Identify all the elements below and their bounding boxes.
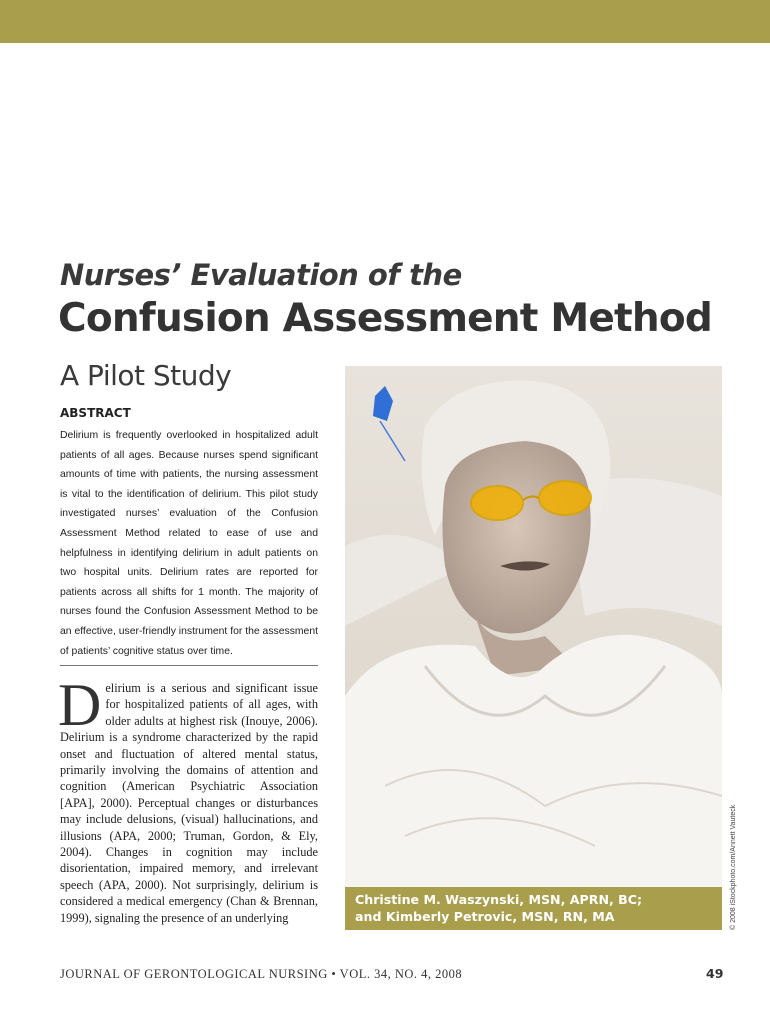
author-byline <box>345 887 722 930</box>
article-subtitle: A Pilot Study <box>60 359 232 392</box>
photo-credit: © 2008 iStockphoto.com/Annett Vauteck <box>730 804 737 930</box>
author-line-1: Christine M. Waszynski, MSN, APRN, BC; <box>355 892 643 907</box>
article-photo <box>345 366 722 930</box>
journal-footer: JOURNAL OF GERONTOLOGICAL NURSING • VOL. 34, NO. 4, 2008 <box>60 967 463 981</box>
page-number: 49 <box>706 966 724 981</box>
author-line-2: and Kimberly Petrovic, MSN, RN, MA <box>355 909 615 924</box>
body-text: elirium is a serious and significant issue for hospitalized patients of all ages, with older adults at highest risk (Inouye, 2006). Delirium is a syndrome characterized by the rapid onset and fluctuation of altered mental status, primarily involving the domains of attention and cognition (American Psychiatric Association [APA], 2000). Perceptual changes or disturbances may include delusions, (visual) hallucinations, and illusions (APA, 2000; Truman, Gordon, & Ely, 2004). Changes in cognition may include disorientation, impaired memory, and irrelevant speech (APA, 2000). Not surprisingly, delirium is considered a medical emergency (Chan & Brennan, 1999), signaling the presence of an underlying <box>60 681 318 925</box>
article-kicker: Nurses’ Evaluation of the <box>60 258 462 292</box>
article-title: Confusion Assessment Method <box>58 296 712 341</box>
section-divider <box>60 665 318 666</box>
portrait-gown <box>345 635 722 930</box>
abstract-heading: ABSTRACT <box>60 406 131 420</box>
header-band <box>0 0 770 43</box>
drop-cap: D <box>58 672 102 738</box>
abstract-text: Delirium is frequently overlooked in hospitalized adult patients of all ages. Because nurses spend significant amounts of time with patients, the nursing assessment is vital to the identification of delirium. This pilot study investigated nurses’ evaluation of the Confusion Assessment Method related to ease of use and helpfulness in identifying delirium in adult patients on two hospital units. Delirium rates are reported for patients across all shifts for 1 month. The majority of nurses found the Confusion Assessment Method to be an effective, user-friendly instrument for the assessment of patients’ cognitive status over time. <box>60 430 318 657</box>
body-paragraph <box>58 672 318 926</box>
